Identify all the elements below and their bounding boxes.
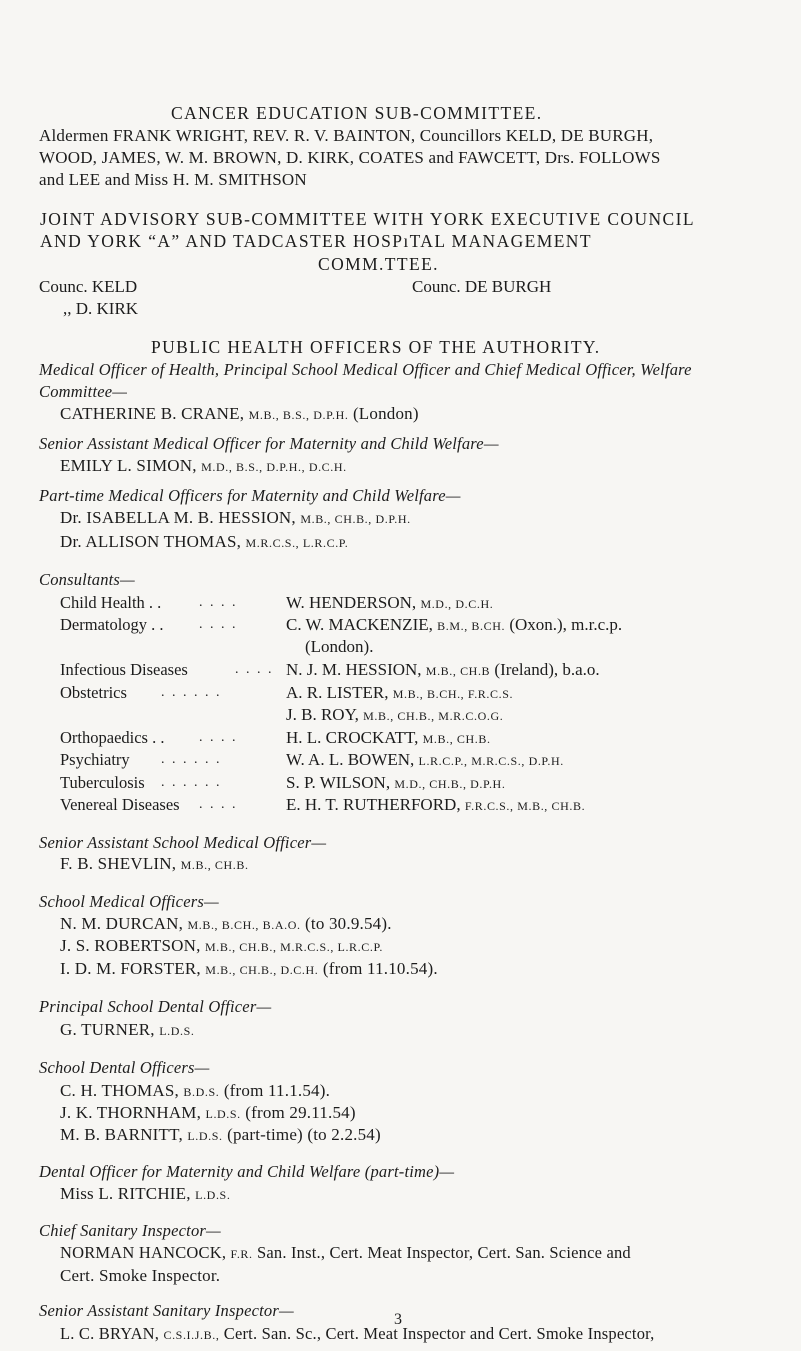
- consultant-name: E. H. T. RUTHERFORD,: [286, 794, 461, 814]
- consultant-name: N. J. M. HESSION,: [286, 660, 422, 680]
- sasi-name: L. C. BRYAN,: [60, 1323, 160, 1343]
- sdo-entry: [60, 1103, 356, 1124]
- moh-name: CATHERINE B. CRANE,: [60, 403, 245, 423]
- officers-heading: PUBLIC HEALTH OFFICERS OF THE AUTHORITY.: [151, 336, 601, 357]
- sdo-quals: L.D.S.: [205, 1106, 241, 1121]
- smo-quals: M.B., B.CH., B.A.O.: [187, 918, 301, 932]
- joint-member-kirk: ,, D. KIRK: [63, 299, 139, 319]
- leader-dots: . . . .: [235, 662, 274, 678]
- smo-extra: (from 11.10.54).: [322, 958, 438, 978]
- smo-name: I. D. M. FORSTER,: [60, 958, 201, 978]
- smo-entry: [60, 936, 383, 957]
- consultant-specialty: Obstetrics: [60, 682, 127, 702]
- moh-quals: M.B., B.S., D.P.H.: [248, 407, 349, 422]
- joint-member-keld: Counc. KELD: [39, 276, 138, 296]
- sam-quals: M.D., B.S., D.P.H., D.C.H.: [201, 460, 347, 474]
- moh-extra: (London): [352, 403, 419, 423]
- leader-dots: . . . .: [199, 594, 238, 610]
- consultant-specialty: Tuberculosis: [60, 772, 145, 792]
- leader-dots: . . . . . .: [161, 752, 222, 768]
- subcommittee-members-line-1: Aldermen FRANK WRIGHT, REV. R. V. BAINTON, Councillors KELD, DE BURGH,: [39, 125, 654, 145]
- sam-entry: [60, 456, 347, 477]
- csi-title: Chief Sanitary Inspector—: [39, 1221, 221, 1240]
- psdo-title: Principal School Dental Officer—: [39, 997, 272, 1017]
- consultant-name: J. B. ROY,: [286, 704, 359, 724]
- pt-entry-1: [60, 508, 411, 529]
- consultant-specialty: Dermatology . .: [60, 614, 164, 634]
- sdo-name: J. K. THORNHAM,: [60, 1102, 202, 1122]
- leader-dots: . . . .: [199, 616, 238, 632]
- sdo-extra: (from 11.1.54).: [223, 1080, 331, 1100]
- psdo-quals: L.D.S.: [159, 1023, 195, 1038]
- psdo-entry: [60, 1020, 194, 1041]
- smo-name: N. M. DURCAN,: [60, 914, 184, 933]
- consultant-entry: [286, 593, 493, 613]
- consultant-name: H. L. CROCKATT,: [286, 728, 419, 748]
- moh-entry: [60, 404, 419, 425]
- sasmo-quals: M.B., CH.B.: [180, 858, 249, 872]
- consultant-name: W. A. L. BOWEN,: [286, 750, 415, 770]
- joint-committee-heading-3: COMM.TTEE.: [318, 253, 439, 274]
- smo-entry: [60, 914, 392, 935]
- csi-name: NORMAN HANCOCK,: [60, 1243, 227, 1263]
- csi-extra: San. Inst., Cert. Meat Inspector, Cert. San. Science and: [256, 1243, 631, 1263]
- consultant-specialty: Child Health . .: [60, 592, 162, 612]
- sasi-entry: [60, 1324, 655, 1345]
- dental-mcw-title: Dental Officer for Maternity and Child Welfare (part-time)—: [39, 1161, 455, 1181]
- consultant-entry: [286, 615, 622, 635]
- sasmo-title: Senior Assistant School Medical Officer—: [39, 832, 327, 852]
- pt-quals-1: M.B., CH.B., D.P.H.: [300, 512, 411, 527]
- subcommittee-members-line-2: WOOD, JAMES, W. M. BROWN, D. KIRK, COATES and FAWCETT, Drs. FOLLOWS: [39, 148, 661, 168]
- leader-dots: . . . .: [199, 730, 238, 746]
- pt-quals-2: M.R.C.S., L.R.C.P.: [245, 535, 349, 550]
- sdo-name: C. H. THOMAS,: [60, 1080, 179, 1100]
- consultant-name: W. HENDERSON,: [286, 592, 417, 612]
- consultant-entry: [286, 683, 513, 703]
- consultant-entry: [286, 705, 503, 725]
- sdo-quals: L.D.S.: [187, 1129, 223, 1144]
- consultant-quals: F.R.C.S., M.B., CH.B.: [464, 798, 586, 813]
- consultant-entry: [286, 728, 491, 748]
- consultant-entry: [286, 773, 505, 793]
- consultant-specialty: Orthopaedics . .: [60, 728, 165, 748]
- consultant-name: C. W. MACKENZIE,: [286, 614, 433, 634]
- pt-title: Part-time Medical Officers for Maternity and Child Welfare—: [39, 486, 461, 505]
- consultant-quals: M.D., D.C.H.: [420, 596, 494, 611]
- consultant-name: A. R. LISTER,: [286, 682, 389, 702]
- consultant-entry: [286, 660, 600, 680]
- smo-title: School Medical Officers—: [39, 891, 219, 911]
- joint-member-de-burgh: Counc. DE BURGH: [412, 276, 552, 296]
- smo-quals: M.B., CH.B., D.C.H.: [205, 962, 319, 977]
- dental-mcw-quals: L.D.S.: [195, 1188, 231, 1203]
- consultant-quals: L.R.C.P., M.R.C.S., D.P.H.: [418, 754, 564, 769]
- csi-quals: F.R.: [230, 1247, 253, 1262]
- consultant-entry: [286, 750, 564, 770]
- pt-name-1: Dr. ISABELLA M. B. HESSION,: [60, 508, 296, 528]
- consultant-entry: (London).: [305, 637, 374, 657]
- leader-dots: . . . . . .: [161, 684, 222, 700]
- pt-entry-2: [60, 532, 348, 553]
- dental-mcw-name: Miss L. RITCHIE,: [60, 1184, 191, 1204]
- sasi-quals: C.S.I.J.B.,: [163, 1327, 220, 1342]
- consultant-name: S. P. WILSON,: [286, 772, 391, 792]
- csi-entry-line-2: Cert. Smoke Inspector.: [60, 1265, 221, 1285]
- sasi-extra: Cert. San. Sc., Cert. Meat Inspector and Cert. Smoke Inspector,: [223, 1323, 655, 1343]
- consultant-quals: M.B., CH.B.: [422, 732, 491, 747]
- consultant-extra: (Ireland), b.a.o.: [494, 660, 600, 680]
- pt-name-2: Dr. ALLISON THOMAS,: [60, 531, 242, 551]
- dental-mcw-entry: [60, 1184, 230, 1205]
- sam-title: Senior Assistant Medical Officer for Maternity and Child Welfare—: [39, 433, 499, 453]
- page-number: 3: [394, 1311, 402, 1328]
- csi-entry: [60, 1243, 631, 1264]
- consultant-quals: M.B., B.CH., F.R.C.S.: [392, 686, 514, 701]
- consultant-specialty: Venereal Diseases: [60, 794, 180, 814]
- consultant-quals: M.B., CH.B., M.R.C.O.G.: [363, 708, 504, 723]
- consultant-specialty: Psychiatry: [60, 750, 130, 770]
- sdo-extra: (from 29.11.54): [245, 1102, 356, 1122]
- consultant-specialty: Infectious Diseases: [60, 660, 188, 680]
- sdo-title: School Dental Officers—: [39, 1058, 210, 1078]
- sasi-title: Senior Assistant Sanitary Inspector—: [39, 1301, 294, 1321]
- consultant-quals: B.M., B.CH.: [437, 618, 506, 633]
- sdo-quals: B.D.S.: [183, 1084, 220, 1099]
- consultant-quals: M.D., CH.B., D.P.H.: [394, 776, 506, 791]
- psdo-name: G. TURNER,: [60, 1019, 155, 1039]
- smo-entry: [60, 959, 438, 980]
- sam-name: EMILY L. SIMON,: [60, 456, 197, 475]
- joint-committee-heading-2: AND YORK “A” AND TADCASTER HOSPıTAL MANAGEMENT: [40, 231, 592, 252]
- joint-committee-heading-1: JOINT ADVISORY SUB-COMMITTEE WITH YORK EXECUTIVE COUNCIL: [40, 209, 695, 230]
- smo-name: J. S. ROBERTSON,: [60, 936, 201, 956]
- consultant-extra: (Oxon.), m.r.c.p.: [509, 614, 623, 634]
- leader-dots: . . . .: [199, 796, 238, 812]
- sdo-name: M. B. BARNITT,: [60, 1125, 183, 1145]
- sdo-entry: [60, 1125, 381, 1146]
- moh-title-line-2: Committee—: [39, 381, 128, 401]
- leader-dots: . . . . . .: [161, 774, 222, 790]
- subcommittee-members-line-3: and LEE and Miss H. M. SMITHSON: [39, 170, 307, 190]
- sdo-extra: (part-time) (to 2.2.54): [227, 1125, 381, 1145]
- smo-quals: M.B., CH.B., M.R.C.S., L.R.C.P.: [205, 940, 384, 955]
- sasmo-entry: [60, 854, 249, 875]
- sasmo-name: F. B. SHEVLIN,: [60, 854, 177, 873]
- cancer-subcommittee-heading: CANCER EDUCATION SUB-COMMITTEE.: [171, 102, 543, 123]
- consultant-entry: [286, 795, 585, 815]
- sdo-entry: [60, 1081, 330, 1102]
- consultant-quals: M.B., CH.B: [425, 664, 491, 679]
- moh-title-line-1: Medical Officer of Health, Principal School Medical Officer and Chief Medical Officer, Welfare: [39, 360, 692, 380]
- consultants-title: Consultants—: [39, 570, 135, 590]
- smo-extra: (to 30.9.54).: [305, 914, 392, 933]
